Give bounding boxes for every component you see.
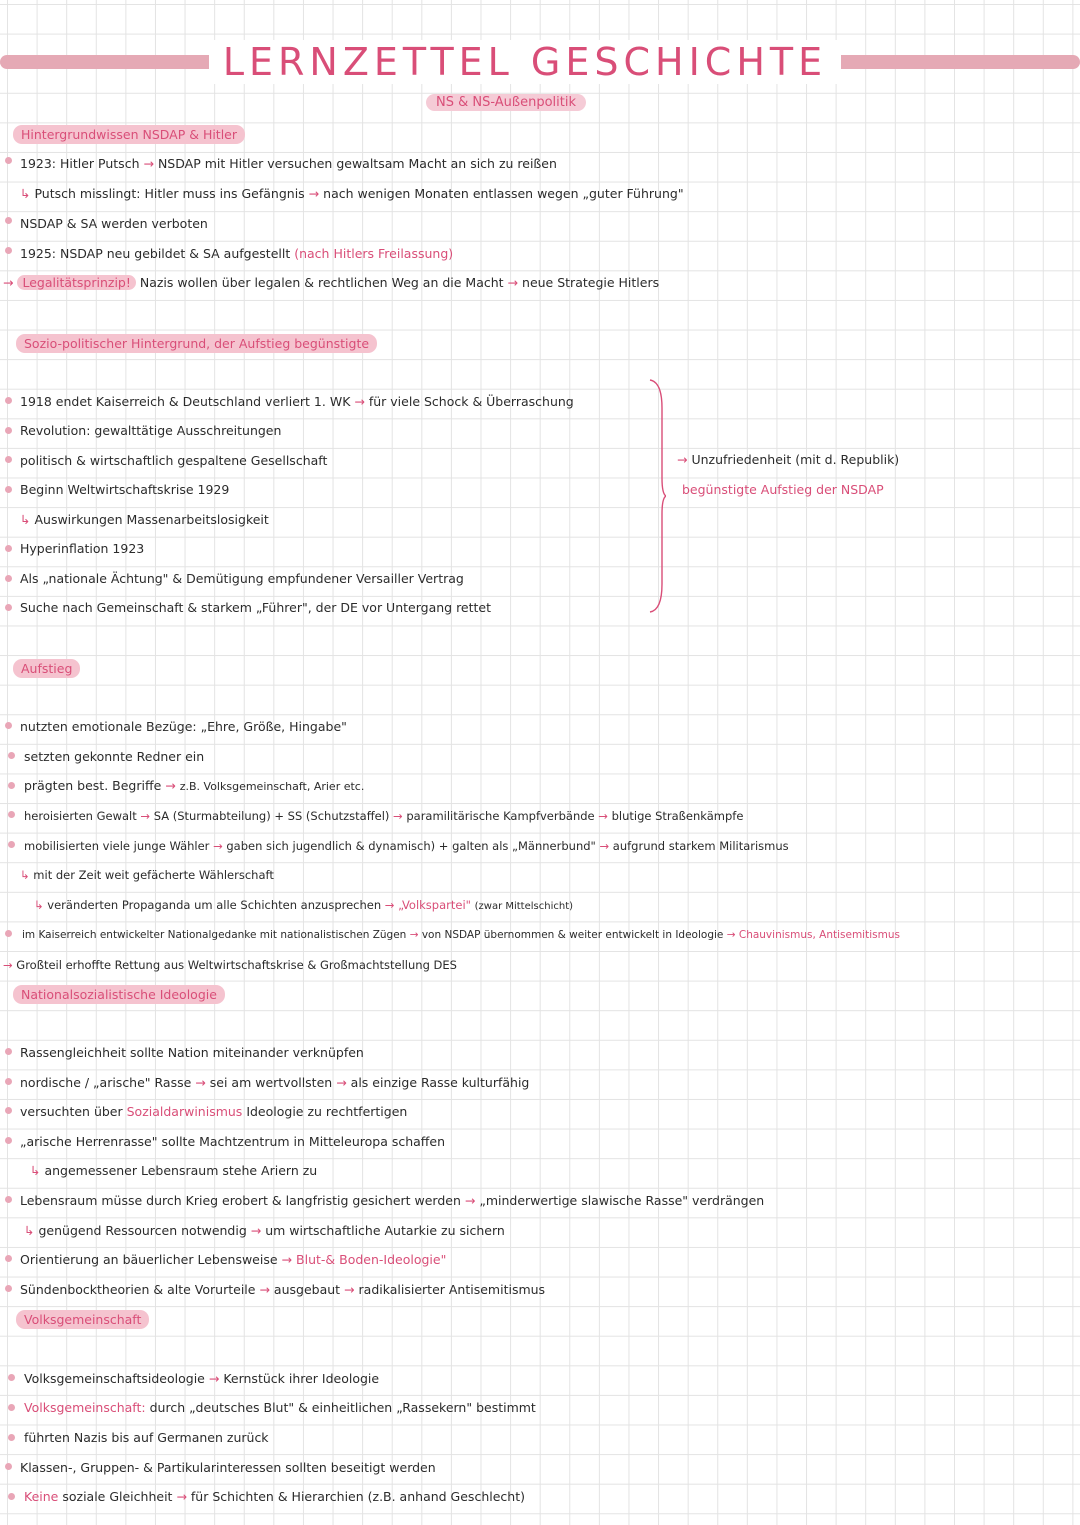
bullet [5, 456, 12, 463]
list-item: „arische Herrenrasse" sollte Machtzentrum in Mitteleuropa schaffen [20, 1134, 446, 1149]
bullet [5, 397, 12, 404]
list-item: Orientierung an bäuerlicher Lebensweise → Blut-& Boden-Ideologie" [20, 1252, 447, 1267]
arrow-icon: → [507, 275, 519, 290]
arrow-icon: → [726, 929, 736, 941]
bullet [5, 157, 12, 164]
bullet [5, 604, 12, 611]
list-item: Volksgemeinschaftsideologie → Kernstück ihrer Ideologie [24, 1371, 380, 1386]
arrow-icon: → [464, 1193, 476, 1208]
hook-arrow-icon: ↳ [20, 868, 30, 882]
list-item: Klassen-, Gruppen- & Partikularinteressen sollten beseitigt werden [20, 1460, 436, 1475]
bullet [5, 575, 12, 582]
arrow-icon: → [176, 1489, 187, 1504]
list-item: politisch & wirtschaftlich gespaltene Gesellschaft [20, 453, 328, 468]
hook-arrow-icon: ↳ [20, 512, 31, 527]
bullet [5, 217, 12, 224]
hook-arrow-icon: ↳ [24, 1223, 35, 1238]
list-item: ↳ mit der Zeit weit gefächerte Wählerschaft [20, 868, 274, 882]
arrow-icon: → [409, 929, 419, 941]
list-item: Rassengleichheit sollte Nation miteinander verknüpfen [20, 1045, 364, 1060]
bullet [5, 1137, 12, 1144]
bullet [5, 1255, 12, 1262]
bullet [8, 1493, 15, 1500]
arrow-icon: → [344, 1282, 355, 1297]
list-item: setzten gekonnte Redner ein [24, 749, 205, 764]
list-item: → Großteil erhoffte Rettung aus Weltwirtschaftskrise & Großmachtstellung DES [3, 958, 457, 972]
bullet [5, 1078, 12, 1085]
arrow-icon: → [336, 1075, 347, 1090]
arrow-icon: → [677, 452, 688, 467]
arrow-icon: → [354, 394, 365, 409]
arrow-icon: → [308, 186, 320, 201]
bullet [5, 1048, 12, 1055]
list-item: prägten best. Begriffe → z.B. Volksgemeinschaft, Arier etc. [24, 778, 365, 793]
bullet [5, 247, 12, 254]
bullet [8, 1434, 15, 1441]
arrow-icon: → [143, 156, 154, 171]
heading-volksgemeinschaft: Volksgemeinschaft [16, 1310, 149, 1329]
list-item: Revolution: gewalttätige Ausschreitungen [20, 423, 282, 438]
list-item: Hyperinflation 1923 [20, 541, 145, 556]
list-item: ↳ angemessener Lebensraum stehe Ariern zu [30, 1163, 318, 1178]
bullet [8, 811, 15, 818]
bullet [5, 1107, 12, 1114]
arrow-icon: → [165, 778, 176, 793]
hook-arrow-icon: ↳ [20, 186, 31, 201]
list-item: 1918 endet Kaiserreich & Deutschland verliert 1. WK → für viele Schock & Überraschung [20, 394, 574, 409]
list-item: Als „nationale Ächtung" & Demütigung empfundener Versailler Vertrag [20, 571, 464, 586]
list-item: 1923: Hitler Putsch → NSDAP mit Hitler versuchen gewaltsam Macht an sich zu reißen [20, 156, 557, 171]
list-item: ↳ Auswirkungen Massenarbeitslosigkeit [20, 512, 269, 527]
list-item: nordische / „arische" Rasse → sei am wertvollsten → als einzige Rasse kulturfähig [20, 1075, 530, 1090]
bullet [8, 841, 15, 848]
list-item: Lebensraum müsse durch Krieg erobert & langfristig gesichert werden → „minderwertige slawische Rasse" verdrängen [20, 1193, 765, 1208]
bullet [5, 486, 12, 493]
heading-sozio: Sozio-politischer Hintergrund, der Aufstieg begünstigte [16, 334, 377, 353]
hook-arrow-icon: ↳ [30, 1163, 41, 1178]
list-item: Volksgemeinschaft: durch „deutsches Blut" & einheitlichen „Rassekern" bestimmt [24, 1400, 536, 1415]
list-item: Suche nach Gemeinschaft & starkem „Führer", der DE vor Untergang rettet [20, 600, 492, 615]
page-subtitle: NS & NS-Außenpolitik [426, 94, 586, 111]
list-item: → Legalitätsprinzip! Nazis wollen über legalen & rechtlichen Weg an die Macht → neue Strategie Hitlers [3, 275, 660, 290]
bullet [8, 1374, 15, 1381]
arrow-icon: → [259, 1282, 270, 1297]
hook-arrow-icon: ↳ [34, 898, 44, 912]
bullet [8, 1404, 15, 1411]
list-item: mobilisierten viele junge Wähler → gaben sich jugendlich & dynamisch) + galten als „Männerbund" → aufgrund starkem Militarismus [24, 839, 789, 853]
list-item: Beginn Weltwirtschaftskrise 1929 [20, 482, 230, 497]
page-title: LERNZETTEL GESCHICHTE [0, 40, 1050, 84]
list-item: Keine soziale Gleichheit → für Schichten & Hierarchien (z.B. anhand Geschlecht) [24, 1489, 525, 1504]
list-item: ↳ genügend Ressourcen notwendig → um wirtschaftliche Autarkie zu sichern [24, 1223, 505, 1238]
arrow-icon: → [384, 898, 395, 912]
list-item: 1925: NSDAP neu gebildet & SA aufgestellt (nach Hitlers Freilassung) [20, 246, 454, 261]
list-item: NSDAP & SA werden verboten [20, 216, 208, 231]
arrow-icon: → [140, 809, 151, 823]
heading-aufstieg: Aufstieg [13, 659, 80, 678]
legalitaetsprinzip-tag: Legalitätsprinzip! [17, 275, 135, 290]
arrow-icon: → [195, 1075, 206, 1090]
heading-ideologie: Nationalsozialistische Ideologie [13, 985, 225, 1004]
arrow-icon: → [599, 839, 610, 853]
side-note-unzufriedenheit: → Unzufriedenheit (mit d. Republik) [677, 452, 900, 467]
list-item: versuchten über Sozialdarwinismus Ideologie zu rechtfertigen [20, 1104, 408, 1119]
curly-brace-icon [648, 378, 666, 614]
heading-hintergrund: Hintergrundwissen NSDAP & Hitler [13, 125, 245, 144]
bullet [5, 1463, 12, 1470]
arrow-icon: → [213, 839, 223, 853]
side-note-aufstieg: begünstigte Aufstieg der NSDAP [682, 482, 884, 497]
bullet [5, 930, 12, 937]
list-item: nutzten emotionale Bezüge: „Ehre, Größe, Hingabe" [20, 719, 347, 734]
bullet [5, 427, 12, 434]
bullet [5, 722, 12, 729]
list-item: ↳ veränderten Propaganda um alle Schichten anzusprechen → „Volkspartei" (zwar Mittelschicht) [34, 898, 574, 912]
bullet [5, 1285, 12, 1292]
list-item: führten Nazis bis auf Germanen zurück [24, 1430, 269, 1445]
arrow-icon: → [3, 275, 14, 290]
list-item: Sündenbocktheorien & alte Vorurteile → ausgebaut → radikalisierter Antisemitismus [20, 1282, 546, 1297]
arrow-icon: → [208, 1371, 220, 1386]
arrow-icon: → [250, 1223, 262, 1238]
arrow-icon: → [281, 1252, 293, 1267]
arrow-icon: → [598, 809, 608, 823]
bullet [8, 782, 15, 789]
list-item: heroisierten Gewalt → SA (Sturmabteilung) + SS (Schutzstaffel) → paramilitärische Kampfverbände → blutige Straßenkämpfe [24, 809, 744, 823]
bullet [5, 1196, 12, 1203]
list-item: im Kaiserreich entwickelter Nationalgedanke mit nationalistischen Zügen → von NSDAP übernommen & weiter entwickelt in Ideologie → Chauvinismus, Antisemitismus [22, 929, 900, 941]
bullet [5, 545, 12, 552]
list-item: ↳ Putsch misslingt: Hitler muss ins Gefängnis → nach wenigen Monaten entlassen wegen „guter Führung" [20, 186, 684, 201]
arrow-icon: → [3, 958, 13, 972]
bullet [8, 752, 15, 759]
arrow-icon: → [393, 809, 403, 823]
